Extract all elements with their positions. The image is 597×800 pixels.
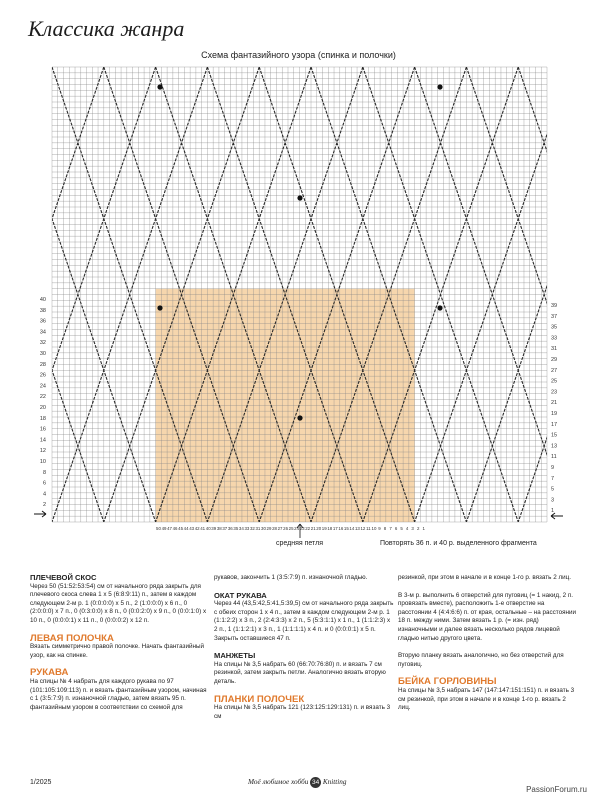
row-label-right: 15 <box>551 432 558 439</box>
bobble-dot <box>297 415 302 420</box>
paragraph: На спицы № 3,5 набрать 121 (123:125:129:131) п. и вязать 3 см <box>214 704 391 720</box>
col-label: 18 <box>327 526 333 531</box>
col-label: 47 <box>167 526 172 531</box>
row-label-left: 36 <box>39 318 46 325</box>
center-stitch-note: средняя петля <box>276 540 323 547</box>
row-label-left: 4 <box>42 491 46 498</box>
magazine-footer <box>248 777 346 788</box>
col-label: 5 <box>400 526 403 531</box>
magazine-brand: Knitting <box>322 778 347 786</box>
row-label-right: 27 <box>551 367 558 374</box>
row-label-left: 6 <box>42 480 46 487</box>
row-label-left: 10 <box>39 459 46 465</box>
col-label: 6 <box>394 526 398 531</box>
col-label: 19 <box>321 526 327 531</box>
bobble-dot <box>157 84 162 89</box>
section-heading: МАНЖЕТЫ <box>214 651 256 661</box>
arrow-left <box>34 511 46 517</box>
watermark: PassionForum.ru <box>526 785 587 794</box>
row-label-left: 14 <box>39 437 46 444</box>
row-label-left: 8 <box>42 469 46 476</box>
col-label: 50 <box>156 526 161 531</box>
col-label: 15 <box>343 526 349 531</box>
row-label-left: 2 <box>42 502 46 509</box>
paragraph: На спицы № 4 набрать для каждого рукава по 97 (101:105:109:113) п. и вязать фантазийным узором, начиная с 1 (3:5:7:9) п. изнаночной гладью, затем вязать 95 п. фантазийным узором в соответствии со схемой для <box>30 677 207 711</box>
row-label-left: 32 <box>39 340 46 347</box>
col-label: 49 <box>161 526 167 531</box>
col-label: 20 <box>316 526 322 531</box>
col-label: 2 <box>416 526 420 531</box>
row-label-left: 22 <box>39 394 46 401</box>
col-label: 13 <box>354 526 360 531</box>
col-label: 25 <box>288 526 294 531</box>
paragraph: Через 50 (51:52:53:54) см от начального ряда закрыть для плечевого скоса слева 1 х 5 (6:8:9:11) п., затем в каждом следующем 2-м р. 1 (0:0:0:0) х 5 п., 2 (1:0:0:0) х 6 п., 0 (2:0:0:0) х 7 п., 0 (0:3:0:0) х 8 п., 0 (0:0:2:0) х 9 п., 0 (0:0:1:0) х 10 п., 0 (0:0:0:1) х 11 п., 0 (0:0:0:2) х 12 п. <box>30 582 207 624</box>
col-label: 37 <box>222 526 228 531</box>
chart-title: Схема фантазийного узора (спинка и полочки) <box>201 50 396 60</box>
row-label-right: 13 <box>551 443 558 450</box>
section-heading: ПЛАНКИ ПОЛОЧЕК <box>214 693 305 705</box>
col-label: 1 <box>422 526 425 531</box>
row-label-right: 19 <box>551 411 558 417</box>
col-label: 12 <box>360 526 366 531</box>
paragraph: Вязать симметрично правой полочке. Начать фантазийный узор, как на спинке. <box>30 643 204 659</box>
col-label: 29 <box>266 526 272 531</box>
text-column-2 <box>214 574 394 730</box>
row-label-right: 23 <box>551 389 558 396</box>
col-label: 24 <box>294 526 300 531</box>
row-label-left: 16 <box>39 426 46 433</box>
row-label-right: 37 <box>551 313 558 320</box>
paragraph: В 3-м р. выполнить 6 отверстий для пуговиц (= 1 накид, 2 п. провязать вместе), расположить 1-е отверстие на расстоянии 4 (4:4:6:6) п. от края, остальные – на расстоянии 18 п. между ними. Затем вязать 1 р. (= изн. ряд) изнаночными и далее вязать несколько рядов лицевой гладью нитью другого цвета. <box>398 591 577 642</box>
col-label: 31 <box>255 526 261 531</box>
bobble-dot <box>437 84 442 89</box>
col-label: 21 <box>310 526 316 531</box>
col-label: 32 <box>249 526 255 531</box>
col-label: 22 <box>305 526 311 531</box>
bobble-dot <box>437 305 442 310</box>
col-label: 44 <box>183 526 189 531</box>
col-label: 7 <box>389 526 392 531</box>
paragraph: резинкой, при этом в начале и в конце 1-го р. вязать 2 лиц. <box>398 574 571 581</box>
col-label: 34 <box>238 526 244 531</box>
col-label: 40 <box>205 526 211 531</box>
section-heading: БЕЙКА ГОРЛОВИНЫ <box>398 676 497 688</box>
bobble-dot <box>157 305 162 310</box>
col-label: 39 <box>211 526 217 531</box>
row-label-left: 24 <box>39 383 46 390</box>
row-label-left: 30 <box>39 351 46 357</box>
row-label-right: 3 <box>551 497 555 504</box>
row-label-left: 38 <box>39 307 46 314</box>
section-heading: ОКАТ РУКАВА <box>214 590 267 600</box>
col-label: 3 <box>411 526 414 531</box>
col-label: 46 <box>172 526 178 531</box>
page-title: Классика жанра <box>28 16 185 41</box>
row-label-right: 31 <box>551 346 558 353</box>
row-label-left: 20 <box>39 405 46 411</box>
paragraph: На спицы № 3,5 набрать 60 (66:70:76:80) п. и вязать 7 см резинкой, затем закрыть петли. Аналогично вязать вторую деталь. <box>214 660 386 685</box>
row-label-right: 33 <box>551 335 558 342</box>
bobble-dot <box>297 195 302 200</box>
col-label: 35 <box>233 526 239 531</box>
col-label: 33 <box>244 526 250 531</box>
paragraph: На спицы № 3,5 набрать 147 (147:147:151:151) п. и вязать 3 см резинкой, при этом в начале и в конце 1-го р. вязать 2 лиц. <box>398 686 575 712</box>
col-label: 27 <box>277 526 283 531</box>
col-label: 10 <box>371 526 377 531</box>
magazine-name: Моё любимое хобби <box>248 778 309 786</box>
row-label-left: 18 <box>39 415 46 422</box>
col-label: 23 <box>299 526 305 531</box>
col-label: 11 <box>366 526 371 531</box>
row-label-left: 34 <box>39 329 46 336</box>
row-label-right: 39 <box>551 303 558 309</box>
paragraph: Вторую планку вязать аналогично, но без отверстий для пуговиц. <box>398 652 564 668</box>
text-column-1 <box>30 574 210 721</box>
col-label: 17 <box>332 526 338 531</box>
issue-number: 1/2025 <box>30 779 52 786</box>
section-heading: РУКАВА <box>30 667 69 679</box>
row-label-left: 28 <box>39 361 46 368</box>
col-label: 45 <box>178 526 184 531</box>
section-heading: ПЛЕЧЕВОЙ СКОС <box>30 573 97 582</box>
row-label-right: 17 <box>551 421 558 428</box>
text-column-3 <box>398 574 578 722</box>
row-label-right: 35 <box>551 324 558 331</box>
row-label-right: 9 <box>551 465 555 471</box>
row-label-right: 21 <box>551 400 558 407</box>
section-heading: ЛЕВАЯ ПОЛОЧКА <box>30 632 114 644</box>
paragraph: рукавов, закончить 1 (3:5:7:9) п. изнаночной гладью. <box>214 574 368 581</box>
col-label: 16 <box>338 526 344 531</box>
col-label: 8 <box>383 526 387 531</box>
row-label-right: 5 <box>551 486 555 493</box>
row-label-right: 29 <box>551 357 558 363</box>
paragraph: Через 44 (43,5:42,5:41,5:39,5) см от начального ряда закрыть с обеих сторон 1 х 4 п., затем в каждом следующем 2-м р. 1 (1:1:2:2) х 3 п., 2 (2:4:3:3) х 2 п., 5 (5:3:1:1) х 1 п., 1 (1:1:2:3) х 2 п., 1 (1:1:2:1) х 3 п., 1 (1:1:1:1) х 4 п. и 0 (0:0:0:1) х 5 п. Закрыть оставшиеся 47 п. <box>214 600 394 642</box>
row-label-right: 25 <box>551 378 558 385</box>
col-label: 4 <box>405 526 409 531</box>
col-label: 36 <box>227 526 233 531</box>
row-label-left: 40 <box>39 297 46 303</box>
col-label: 42 <box>194 526 200 531</box>
col-label: 38 <box>216 526 222 531</box>
col-label: 41 <box>200 526 206 531</box>
row-label-left: 12 <box>39 448 46 455</box>
row-label-right: 7 <box>551 475 555 482</box>
col-label: 30 <box>261 526 266 531</box>
row-label-right: 1 <box>551 508 555 515</box>
row-label-left: 26 <box>39 372 46 379</box>
repeat-note: Повторять 36 п. и 40 р. выделенного фрагмента <box>380 540 537 547</box>
col-label: 26 <box>283 526 289 531</box>
col-label: 14 <box>349 526 355 531</box>
col-label: 43 <box>189 526 195 531</box>
page-number: 34 <box>311 779 320 786</box>
col-label: 28 <box>272 526 277 531</box>
col-label: 9 <box>378 526 381 531</box>
row-label-right: 11 <box>551 454 557 461</box>
